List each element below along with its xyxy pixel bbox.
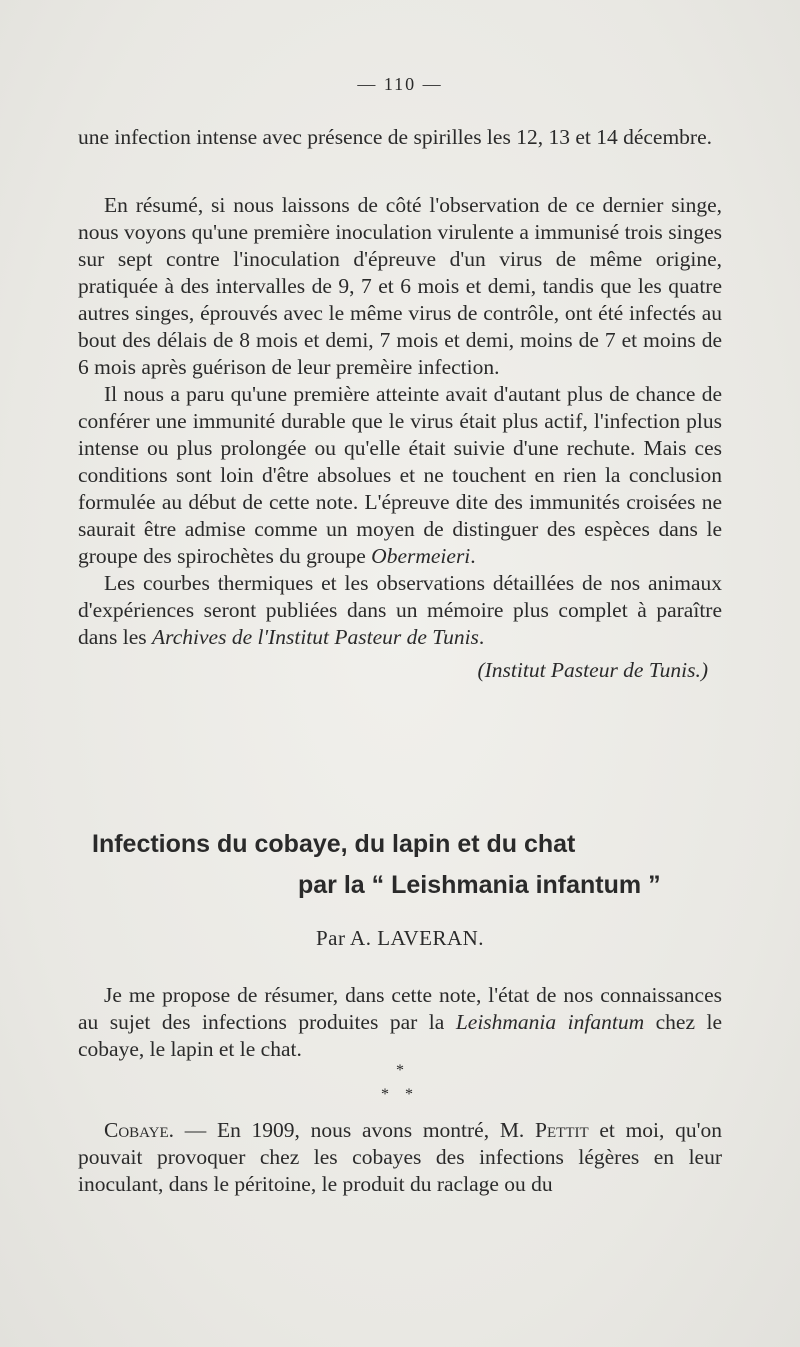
intro-paragraph [78, 982, 722, 1063]
article-title-line-1: Infections du cobaye, du lapin et du chat [92, 830, 576, 858]
journal-name: Archives de l'Institut Pasteur de Tunis [152, 625, 479, 649]
intro-end: chez le cobaye, le lapin et le chat. [78, 1010, 722, 1061]
intro-species-name: Leishmania infantum [455, 1010, 645, 1034]
cobaye-text: — En 1909, nous avons montré, M. [174, 1118, 536, 1142]
intro-section [78, 982, 722, 1063]
conclusion-section [78, 192, 722, 684]
publication-text: Les courbes thermiques et les observations détaillées de nos animaux d'expériences seront publiées dans un mémoire plus complet à paraître dans les [78, 571, 722, 649]
page-number: — 110 — [357, 74, 443, 94]
separator-star-top: * [396, 1062, 404, 1079]
resume-paragraph: En résumé, si nous laissons de côté l'observation de ce dernier singe, nous voyons qu'une première inoculation virulente a immunisé trois singes sur sept contre l'inoculation d'épreuve d'un virus de même origine, pratiquée à des intervalles de 9, 7 et 6 mois et demi, tandis que les quatre autres singes, éprouvés avec le même virus de contrôle, ont été infectés au bout des délais de 8 mois et demi, 7 mois et demi, moins de 7 et moins de 6 mois après guérison de leur premèire infection. [78, 193, 722, 379]
cobaye-paragraph [78, 1117, 722, 1198]
article-title-line-2: par la “ Leishmania infantum ” [298, 871, 661, 899]
intro-text: Je me propose de résumer, dans cette note, l'état de nos connaissances au sujet des infections produites par la [78, 983, 722, 1034]
cobaye-heading: Cobaye. [104, 1118, 175, 1142]
immunity-end: . [470, 544, 476, 568]
byline: Par A. LAVERAN. [315, 926, 485, 950]
publication-end: . [478, 625, 485, 649]
publication-paragraph [78, 570, 722, 651]
species-name: Obermeieri [371, 544, 471, 568]
immunity-paragraph [78, 381, 722, 570]
continuation-text [78, 124, 722, 151]
continuation-paragraph: une infection intense avec présence de spirilles les 12, 13 et 14 décembre. [78, 125, 713, 149]
separator-stars-bottom: * * [381, 1086, 419, 1103]
cobaye-section [78, 1117, 722, 1198]
affiliation: (Institut Pasteur de Tunis.) [477, 658, 708, 682]
author-name: Pettit [535, 1118, 589, 1142]
immunity-text: Il nous a paru qu'une première atteinte avait d'autant plus de chance de conférer une immunité durable que le virus était plus actif, l'infection plus intense ou plus prolongée ou qu'elle était suivie d'une rechute. Mais ces conditions sont loin d'être absolues et ne touchent en rien la conclusion formulée au début de cette note. L'épreuve dite des immunités croisées ne saurait être admise comme un moyen de distinguer des espèces dans le groupe des spirochètes du groupe [78, 382, 722, 568]
cobaye-end: et moi, qu'on pouvait provoquer chez les cobayes des infections légères en leur inoculant, dans le péritoine, le produit du raclage ou du [78, 1118, 722, 1196]
